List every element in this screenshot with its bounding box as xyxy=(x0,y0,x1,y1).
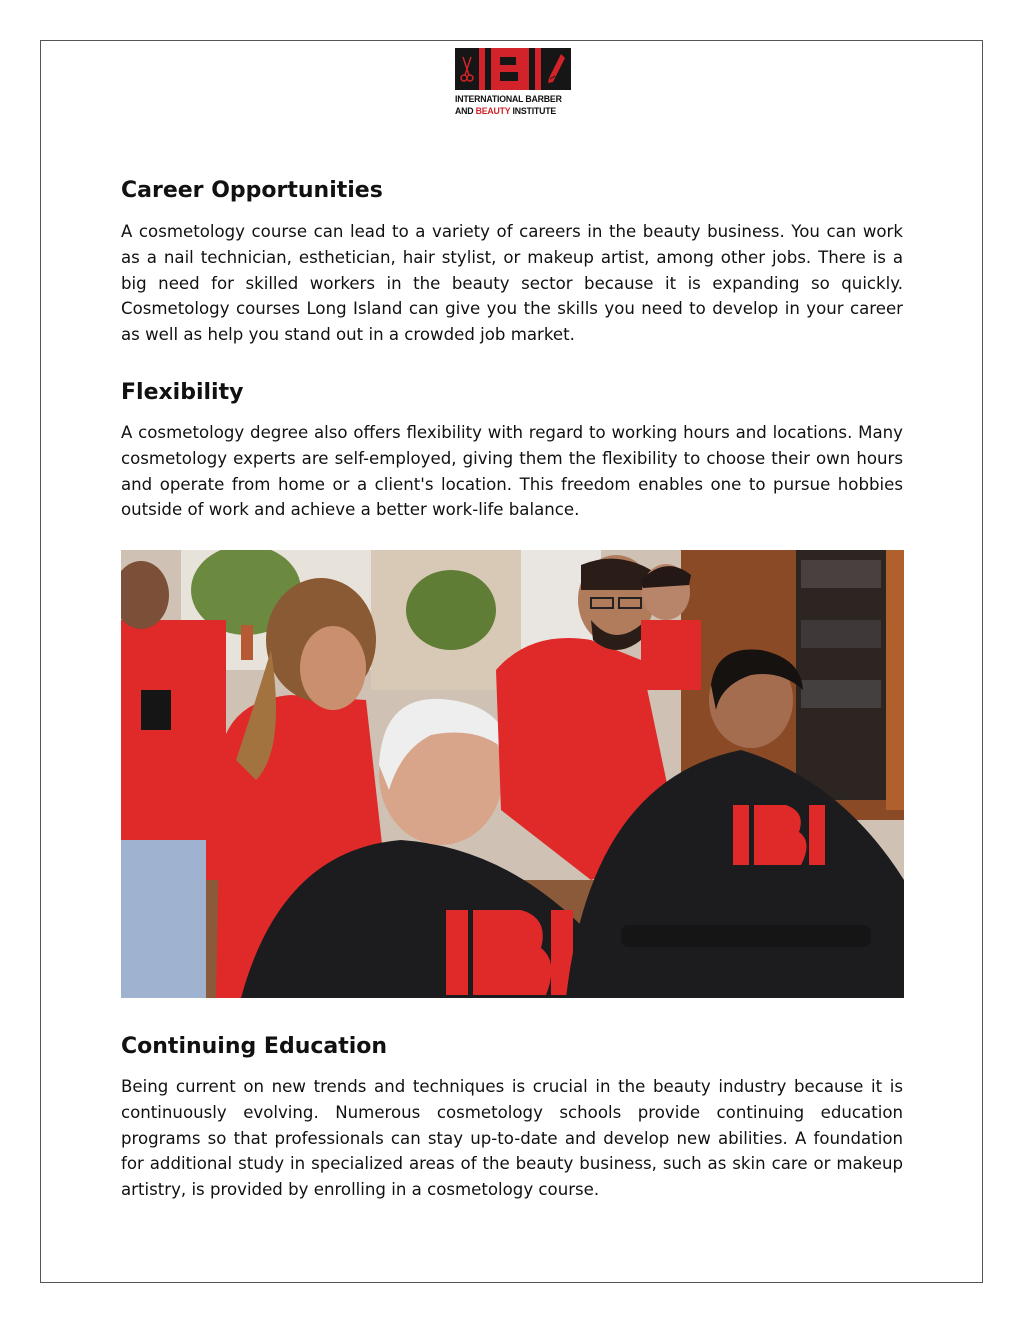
logo-letter-b xyxy=(491,48,529,90)
scissors-icon xyxy=(455,48,479,90)
heading-continuing-education: Continuing Education xyxy=(121,1034,388,1059)
barbershop-photo xyxy=(121,550,904,998)
heading-flexibility: Flexibility xyxy=(121,380,244,405)
logo-razor-block xyxy=(541,48,571,90)
heading-career-opportunities: Career Opportunities xyxy=(121,178,383,203)
logo-scissors-block xyxy=(455,48,479,90)
paragraph-career-opportunities: A cosmetology course can lead to a variety of careers in the beauty business. You can work as a nail technician, esthetician, hair stylist, or makeup artist, among other jobs. There is a big need for skilled workers in the beauty sector because it is expanding so quickly. Cosmetology courses Long Island can give you the skills you need to develop in your career as well as help you stand out in a crowded job market. xyxy=(121,222,903,345)
logo-wordmark xyxy=(455,94,562,118)
logo-line-2 xyxy=(455,106,562,118)
razor-icon xyxy=(541,48,571,90)
logo-line-2-accent: BEAUTY xyxy=(475,106,511,117)
logo-mark xyxy=(455,48,571,90)
paragraph-continuing-education: Being current on new trends and techniques is crucial in the beauty industry because it is continuously evolving. Numerous cosmetology schools provide continuing education programs so that professionals can stay up-to-date and develop new abilities. A foundation for additional study in specialized areas of the beauty business, such as skin care or makeup artistry, is provided by enrolling in a cosmetology course. xyxy=(121,1077,903,1200)
logo-line-1: INTERNATIONAL BARBER xyxy=(455,94,562,105)
paragraph-flexibility: A cosmetology degree also offers flexibility with regard to working hours and locations. Many cosmetology experts are self-employed, giving them the flexibility to choose their own hours and operate from home or a client's location. This freedom enables one to pursue hobbies outside of work and achieve a better work-life balance. xyxy=(121,423,903,520)
barbers-cutting-hair-illustration xyxy=(121,550,904,998)
institute-logo xyxy=(455,48,571,118)
logo-line-2-post: INSTITUTE xyxy=(510,106,557,117)
logo-line-2-pre: AND xyxy=(455,106,476,117)
